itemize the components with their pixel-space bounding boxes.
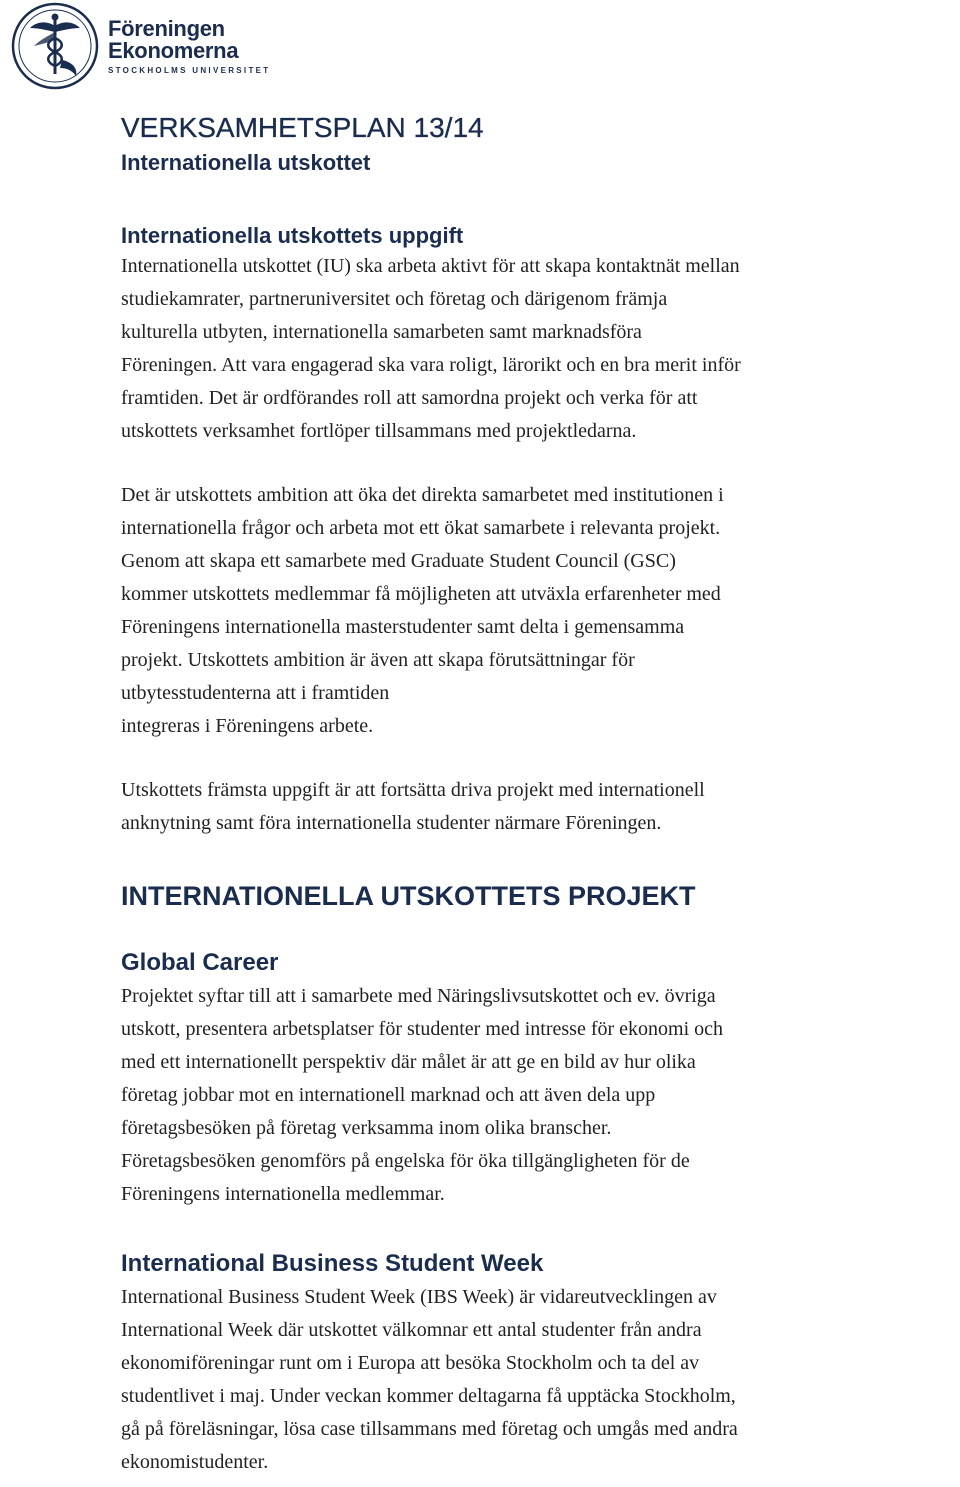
text-line: Företagsbesöken genomförs på engelska för öka tillgängligheten för de bbox=[121, 1150, 690, 1172]
text-line: utskott, presentera arbetsplatser för studenter med intresse för ekonomi och bbox=[121, 1018, 724, 1040]
text-line: integreras i Föreningens arbete. bbox=[121, 715, 374, 737]
logo-name-line1: Föreningen bbox=[108, 15, 225, 41]
projects-heading: INTERNATIONELLA UTSKOTTETS PROJEKT bbox=[121, 881, 696, 911]
paragraph-ibs-week bbox=[121, 1281, 957, 1479]
association-seal-icon bbox=[6, 2, 104, 90]
section-heading-uppgift: Internationella utskottets uppgift bbox=[121, 223, 464, 248]
text-line: Föreningens internationella masterstudenter samt delta i gemensamma bbox=[121, 616, 685, 638]
text-line: framtiden. Det är ordförandes roll att samordna projekt och verka för att bbox=[121, 387, 698, 409]
logo-name-line2: Ekonomerna bbox=[108, 37, 239, 63]
paragraph-uppgift-2 bbox=[121, 479, 957, 743]
text-line: ekonomistudenter. bbox=[121, 1451, 269, 1473]
document-title: VERKSAMHETSPLAN 13/14 bbox=[121, 112, 484, 143]
text-line: kommer utskottets medlemmar få möjligheten att utväxla erfarenheter med bbox=[121, 583, 721, 605]
text-line: Projektet syftar till att i samarbete med Näringslivsutskottet och ev. övriga bbox=[121, 985, 716, 1007]
text-line: utskottets verksamhet fortlöper tillsammans med projektledarna. bbox=[121, 420, 637, 442]
text-line: kulturella utbyten, internationella samarbeten samt marknadsföra bbox=[121, 321, 642, 343]
text-line: Föreningens internationella medlemmar. bbox=[121, 1183, 445, 1205]
text-line: projekt. Utskottets ambition är även att skapa förutsättningar för bbox=[121, 649, 635, 671]
text-line: företag jobbar mot en internationell marknad och att även dela upp bbox=[121, 1084, 656, 1106]
text-line: Föreningen. Att vara engagerad ska vara roligt, lärorikt och en bra merit inför bbox=[121, 354, 741, 376]
paragraph-uppgift-3 bbox=[121, 774, 957, 840]
paragraph-global-career bbox=[121, 980, 957, 1211]
text-line: International Business Student Week (IBS Week) är vidareutvecklingen av bbox=[121, 1286, 717, 1308]
logo-university: STOCKHOLMS UNIVERSITET bbox=[108, 65, 271, 75]
project-heading-ibs-week: International Business Student Week bbox=[121, 1250, 544, 1277]
text-line: internationella frågor och arbeta mot ett ökat samarbete i relevanta projekt. bbox=[121, 517, 721, 539]
text-line: Det är utskottets ambition att öka det direkta samarbetet med institutionen i bbox=[121, 484, 724, 506]
text-line: gå på föreläsningar, lösa case tillsammans med företag och umgås med andra bbox=[121, 1418, 738, 1440]
text-line: Utskottets främsta uppgift är att fortsätta driva projekt med internationell bbox=[121, 779, 705, 801]
document-body bbox=[121, 108, 957, 1479]
text-line: utbytesstudenterna att i framtiden bbox=[121, 682, 390, 704]
text-line: anknytning samt föra internationella studenter närmare Föreningen. bbox=[121, 812, 662, 834]
paragraph-uppgift-1 bbox=[121, 250, 957, 448]
project-heading-global-career: Global Career bbox=[121, 949, 279, 976]
association-logo bbox=[6, 2, 270, 90]
text-line: studentlivet i maj. Under veckan kommer deltagarna få upptäcka Stockholm, bbox=[121, 1385, 736, 1407]
text-line: studiekamrater, partneruniversitet och företag och därigenom främja bbox=[121, 288, 668, 310]
text-line: Internationella utskottet (IU) ska arbeta aktivt för att skapa kontaktnät mellan bbox=[121, 255, 740, 277]
text-line: International Week där utskottet välkomnar ett antal studenter från andra bbox=[121, 1319, 702, 1341]
text-line: företagsbesöken på företag verksamma inom olika branscher. bbox=[121, 1117, 612, 1139]
logo-wordmark bbox=[108, 15, 271, 75]
document-subtitle: Internationella utskottet bbox=[121, 150, 371, 175]
text-line: med ett internationellt perspektiv där målet är att ge en bild av hur olika bbox=[121, 1051, 696, 1073]
text-line: Genom att skapa ett samarbete med Graduate Student Council (GSC) bbox=[121, 550, 676, 572]
text-line: ekonomiföreningar runt om i Europa att besöka Stockholm och ta del av bbox=[121, 1352, 700, 1374]
